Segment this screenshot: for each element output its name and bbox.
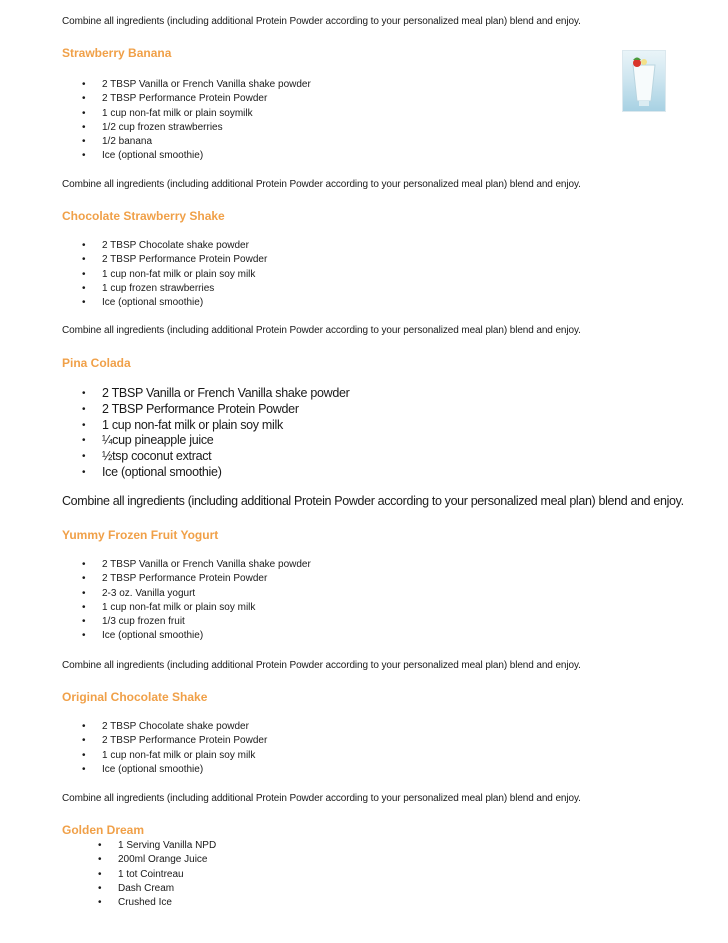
list-item: • 2 TBSP Performance Protein Powder (62, 572, 311, 586)
instruction-text: Combine all ingredients (including additional Protein Powder according to your personalized meal plan) blend and enjoy. (62, 660, 581, 671)
list-item: • 2 TBSP Vanilla or French Vanilla shake powder (62, 558, 311, 572)
bullet-icon: • (82, 587, 86, 599)
recipe-title-original-chocolate-shake: Original Chocolate Shake (62, 690, 208, 704)
list-item: • 1 cup non-fat milk or plain soy milk (62, 601, 311, 615)
list-item: • 1/2 banana (62, 135, 311, 149)
list-item: • Ice (optional smoothie) (62, 296, 267, 310)
list-item: • ¼cup pineapple juice (82, 433, 214, 448)
list-item: • Ice (optional smoothie) (62, 763, 267, 777)
bullet-icon: • (82, 282, 86, 294)
ingredient-list-chocolate-strawberry-shake (62, 239, 267, 310)
bullet-icon: • (82, 79, 86, 90)
bullet-icon: • (82, 93, 86, 105)
bullet-icon: • (82, 601, 86, 613)
bullet-icon: • (98, 868, 102, 880)
ingredient-list-strawberry-banana (62, 78, 311, 164)
list-item: • 2 TBSP Performance Protein Powder (62, 253, 267, 267)
bullet-icon: • (82, 388, 86, 399)
bullet-icon: • (82, 403, 86, 415)
list-item: • Dash Cream (62, 882, 216, 896)
list-item: • 1 tot Cointreau (62, 868, 216, 882)
list-item: • 1/3 cup frozen fruit (62, 615, 311, 629)
ingredient-list-original-chocolate-shake (62, 720, 267, 777)
list-item: • 2 TBSP Chocolate shake powder (62, 720, 267, 734)
recipe-title-chocolate-strawberry-shake: Chocolate Strawberry Shake (62, 209, 225, 223)
bullet-icon: • (98, 897, 102, 909)
list-item: • 2 TBSP Performance Protein Powder (62, 734, 267, 748)
bullet-icon: • (82, 735, 86, 747)
bullet-icon: • (82, 763, 86, 775)
bullet-icon: • (82, 268, 86, 280)
list-item: • 200ml Orange Juice (62, 853, 216, 867)
recipe-title-yummy-frozen-fruit-yogurt: Yummy Frozen Fruit Yogurt (62, 528, 219, 542)
bullet-icon: • (82, 749, 86, 761)
instruction-text: Combine all ingredients (including additional Protein Powder according to your personalized meal plan) blend and enjoy. (62, 793, 581, 804)
bullet-icon: • (98, 840, 102, 851)
instruction-text: Combine all ingredients (including additional Protein Powder according to your personalized meal plan) blend and enjoy. (62, 325, 581, 336)
list-item: • 2 TBSP Performance Protein Powder (82, 401, 299, 416)
list-item: • 1 Serving Vanilla NPD (62, 839, 216, 853)
list-item: • ½tsp coconut extract (82, 449, 212, 464)
bullet-icon: • (82, 121, 86, 133)
ingredient-list-golden-dream (62, 839, 216, 910)
bullet-icon: • (82, 630, 86, 642)
list-item: • 1 cup non-fat milk or plain soy milk (82, 417, 283, 432)
smoothie-glass-icon (623, 51, 665, 111)
smoothie-photo (622, 50, 666, 112)
list-item: • Ice (optional smoothie) (62, 629, 311, 643)
list-item: • 2 TBSP Chocolate shake powder (62, 239, 267, 253)
bullet-icon: • (82, 419, 86, 431)
instruction-text: Combine all ingredients (including additional Protein Powder according to your personalized meal plan) blend and enjoy. (62, 179, 581, 190)
bullet-icon: • (82, 240, 86, 251)
bullet-icon: • (82, 136, 86, 148)
ingredient-list-yummy-frozen-fruit-yogurt (62, 558, 311, 644)
bullet-icon: • (82, 150, 86, 162)
bullet-icon: • (82, 559, 86, 570)
list-item: • 1/2 cup frozen strawberries (62, 121, 311, 135)
recipe-title-golden-dream: Golden Dream (62, 823, 145, 837)
ingredient-list-pina-colada (62, 386, 350, 481)
bullet-icon: • (82, 721, 86, 732)
list-item: • 1 cup non-fat milk or plain soy milk (62, 749, 267, 763)
list-item: • 1 cup frozen strawberries (62, 282, 267, 296)
list-item: • 1 cup non-fat milk or plain soymilk (62, 107, 311, 121)
bullet-icon: • (98, 854, 102, 866)
bullet-icon: • (82, 451, 86, 463)
bullet-icon: • (82, 573, 86, 585)
list-item: • Ice (optional smoothie) (62, 149, 311, 163)
list-item: • 2 TBSP Vanilla or French Vanilla shake powder (62, 78, 311, 92)
bullet-icon: • (82, 616, 86, 628)
instruction-text: Combine all ingredients (including additional Protein Powder according to your personalized meal plan) blend and enjoy. (62, 494, 684, 508)
recipe-title-pina-colada: Pina Colada (62, 356, 131, 370)
list-item: • 2 TBSP Vanilla or French Vanilla shake powder (82, 386, 350, 400)
bullet-icon: • (82, 297, 86, 309)
list-item: • Crushed Ice (62, 896, 216, 910)
bullet-icon: • (82, 466, 86, 478)
recipe-title-strawberry-banana: Strawberry Banana (62, 46, 172, 60)
list-item: • 2-3 oz. Vanilla yogurt (62, 587, 311, 601)
list-item: • 2 TBSP Performance Protein Powder (62, 92, 311, 106)
bullet-icon: • (82, 107, 86, 119)
instruction-text: Combine all ingredients (including additional Protein Powder according to your personalized meal plan) blend and enjoy. (62, 16, 581, 27)
list-item: • 1 cup non-fat milk or plain soy milk (62, 268, 267, 282)
bullet-icon: • (82, 435, 86, 447)
bullet-icon: • (98, 882, 102, 894)
bullet-icon: • (82, 254, 86, 266)
list-item: • Ice (optional smoothie) (82, 464, 222, 479)
